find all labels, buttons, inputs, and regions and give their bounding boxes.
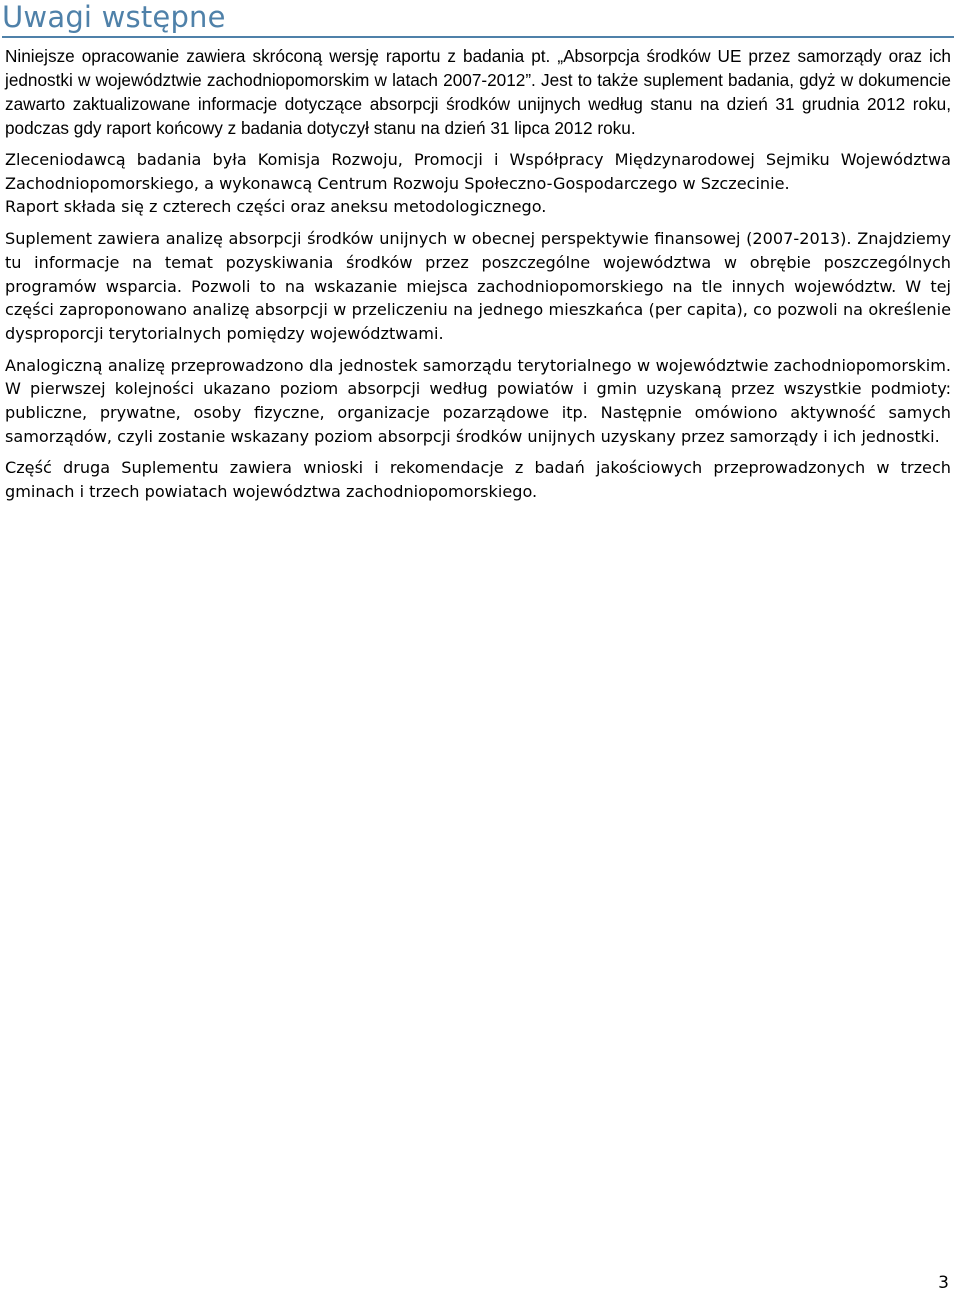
paragraph-report-structure: Raport składa się z czterech części oraz aneksu metodologicznego. bbox=[5, 197, 547, 217]
document-body bbox=[5, 44, 951, 504]
paragraph-analysis: Analogiczną analizę przeprowadzono dla jednostek samorządu terytorialnego w województwie zachodniopomorskim. W pierwszej kolejności ukazano poziom absorpcji według powiatów i gmin uzyskaną przez wszystkie podmioty: publiczne, prywatne, osoby fizyczne, organizacje pozarządowe itp. Następnie omówiono aktywność samych samorządów, czyli zostanie wskazany poziom absorpcji środków unijnych uzyskany przez samorządy i ich jednostki. bbox=[5, 355, 951, 446]
paragraph-supplement: Suplement zawiera analizę absorpcji środków unijnych w obecnej perspektywie finansowej (2007-2013). Znajdziemy tu informacje na temat pozyskiwania środków przez poszczególne województwa w obrębie poszczególnych programów wsparcia. Pozwoli to na wskazanie miejsca zachodniopomorskiego na tle innych województw. W tej części zaproponowano analizę absorpcji w przeliczeniu na jednego mieszkańca (per capita), co pozwoli na określenie dysproporcji terytorialnych pomiędzy województwami. bbox=[5, 229, 951, 343]
paragraph-intro: Niniejsze opracowanie zawiera skróconą wersję raportu z badania pt. „Absorpcja środków UE przez samorządy oraz ich jednostki w województwie zachodniopomorskim w latach 2007-2012”. Jest to także suplement badania, gdyż w dokumencie zawarto zaktualizowane informacje dotyczące absorpcji środków unijnych według stanu na dzień 31 grudnia 2012 roku, podczas gdy raport końcowy z badania dotyczył stanu na dzień 31 lipca 2012 roku. bbox=[5, 46, 951, 138]
paragraph-part-two: Część druga Suplementu zawiera wnioski i rekomendacje z badań jakościowych przeprowadzonych w trzech gminach i trzech powiatach województwa zachodniopomorskiego. bbox=[5, 458, 951, 502]
paragraph-spacer bbox=[5, 140, 951, 148]
paragraph-spacer bbox=[5, 448, 951, 456]
paragraph-spacer bbox=[5, 346, 951, 354]
title-underline bbox=[2, 36, 954, 38]
paragraph-commissioner: Zleceniodawcą badania była Komisja Rozwoju, Promocji i Współpracy Międzynarodowej Sejmiku Województwa Zachodniopomorskiego, a wykonawcą Centrum Rozwoju Społeczno-Gospodarczego w Szczecinie. bbox=[5, 150, 951, 193]
paragraph-spacer bbox=[5, 219, 951, 227]
page-title: Uwagi wstępne bbox=[2, 0, 226, 34]
page-number: 3 bbox=[938, 1273, 949, 1293]
